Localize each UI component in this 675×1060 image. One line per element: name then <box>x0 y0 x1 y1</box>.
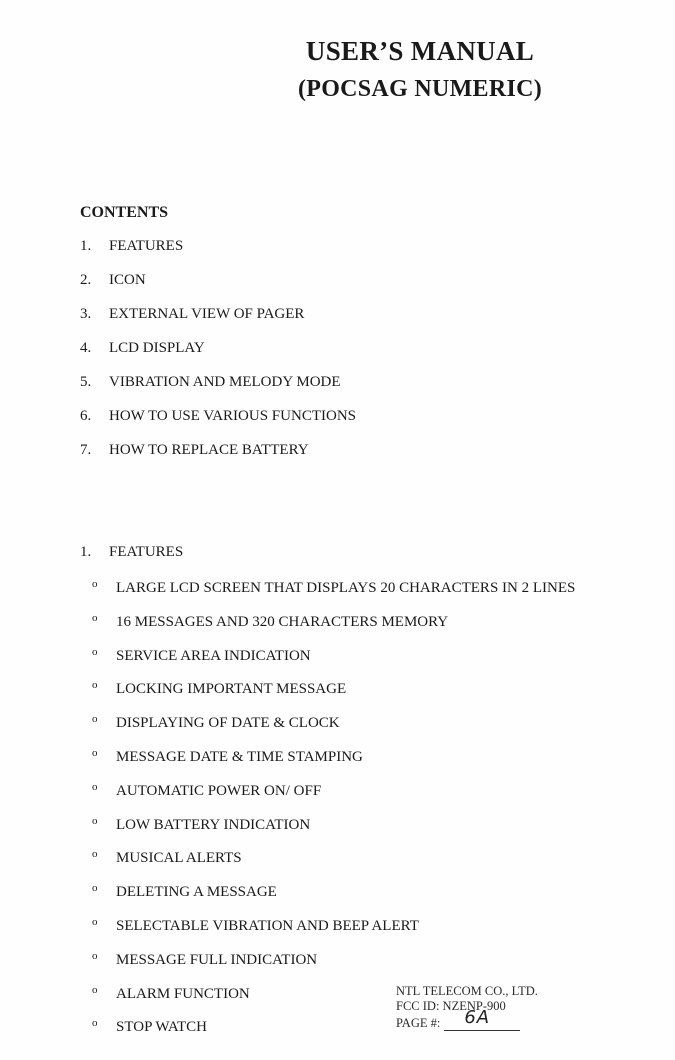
features-heading <box>80 544 183 561</box>
contents-item <box>80 306 356 340</box>
contents-item-label: ICON <box>109 272 146 288</box>
contents-item-number: 2. <box>80 272 92 288</box>
feature-item <box>92 850 575 884</box>
bullet-icon: o <box>92 713 98 726</box>
contents-item-label: FEATURES <box>109 238 184 254</box>
footer-stamp <box>396 984 538 1031</box>
contents-item-label: HOW TO REPLACE BATTERY <box>109 442 309 458</box>
contents-heading: CONTENTS <box>80 204 169 221</box>
feature-item-label: STOP WATCH <box>116 1019 207 1036</box>
feature-item <box>92 915 575 952</box>
contents-list <box>80 238 356 476</box>
feature-item <box>92 949 575 986</box>
bullet-icon: o <box>92 746 98 759</box>
footer-company: NTL TELECOM CO., LTD. <box>396 984 538 998</box>
contents-item-number: 3. <box>80 306 92 322</box>
feature-item-label: 16 MESSAGES AND 320 CHARACTERS MEMORY <box>116 613 449 630</box>
feature-item <box>92 814 575 851</box>
bullet-icon: o <box>92 645 98 658</box>
features-list <box>92 580 575 1053</box>
contents-item <box>80 238 356 272</box>
contents-item-label: VIBRATION AND MELODY MODE <box>109 374 341 390</box>
bullet-icon: o <box>92 848 98 861</box>
contents-item-number: 5. <box>80 374 92 390</box>
contents-item-label: HOW TO USE VARIOUS FUNCTIONS <box>109 408 356 424</box>
feature-item-label: DELETING A MESSAGE <box>116 884 277 901</box>
feature-item <box>92 611 575 648</box>
features-heading-label: FEATURES <box>109 544 184 560</box>
feature-item-label: SERVICE AREA INDICATION <box>116 647 311 664</box>
contents-item <box>80 442 356 476</box>
feature-item-label: DISPLAYING OF DATE & CLOCK <box>116 715 340 732</box>
feature-item-label: ALARM FUNCTION <box>116 985 250 1002</box>
contents-item <box>80 374 356 408</box>
bullet-icon: o <box>92 814 98 827</box>
contents-item-number: 6. <box>80 408 92 424</box>
contents-item-number: 1. <box>80 238 92 254</box>
bullet-icon: o <box>92 949 98 962</box>
feature-item <box>92 715 575 749</box>
feature-item <box>92 645 575 682</box>
bullet-icon: o <box>92 679 98 692</box>
bullet-icon: o <box>92 915 98 928</box>
bullet-icon: o <box>92 882 98 895</box>
footer-page-value: 6A <box>464 1007 491 1028</box>
feature-item-label: LARGE LCD SCREEN THAT DISPLAYS 20 CHARACTERS IN 2 LINES <box>116 580 576 596</box>
contents-item <box>80 340 356 374</box>
feature-item-label: MESSAGE DATE & TIME STAMPING <box>116 748 363 765</box>
contents-item-label: LCD DISPLAY <box>109 340 205 356</box>
bullet-icon: o <box>92 780 98 793</box>
feature-item <box>92 580 575 614</box>
footer-page-label: PAGE #: <box>396 1016 441 1030</box>
footer-page-line <box>444 1007 520 1031</box>
feature-item-label: SELECTABLE VIBRATION AND BEEP ALERT <box>116 917 419 934</box>
feature-item-label: AUTOMATIC POWER ON/ OFF <box>116 782 322 799</box>
features-heading-number: 1. <box>80 544 92 560</box>
page-subtitle: (POCSAG NUMERIC) <box>297 76 543 102</box>
feature-item <box>92 780 575 817</box>
feature-item-label: LOW BATTERY INDICATION <box>116 816 311 833</box>
footer-fcc-id: FCC ID: NZENP-900 <box>396 999 506 1013</box>
contents-item-number: 7. <box>80 442 92 458</box>
feature-item-label: LOCKING IMPORTANT MESSAGE <box>116 681 347 698</box>
contents-item <box>80 408 356 442</box>
contents-item-number: 4. <box>80 340 92 356</box>
feature-item-label: MESSAGE FULL INDICATION <box>116 951 318 968</box>
feature-item <box>92 681 575 715</box>
bullet-icon: o <box>92 611 98 624</box>
page-title: USER’S MANUAL <box>305 36 535 66</box>
footer-page-row <box>396 1007 538 1031</box>
feature-item-label: MUSICAL ALERTS <box>116 850 242 867</box>
bullet-icon: o <box>92 983 98 996</box>
bullet-icon: o <box>92 578 98 590</box>
contents-item <box>80 272 356 306</box>
feature-item <box>92 884 575 918</box>
contents-item-label: EXTERNAL VIEW OF PAGER <box>109 306 305 322</box>
bullet-icon: o <box>92 1017 98 1030</box>
feature-item <box>92 746 575 783</box>
